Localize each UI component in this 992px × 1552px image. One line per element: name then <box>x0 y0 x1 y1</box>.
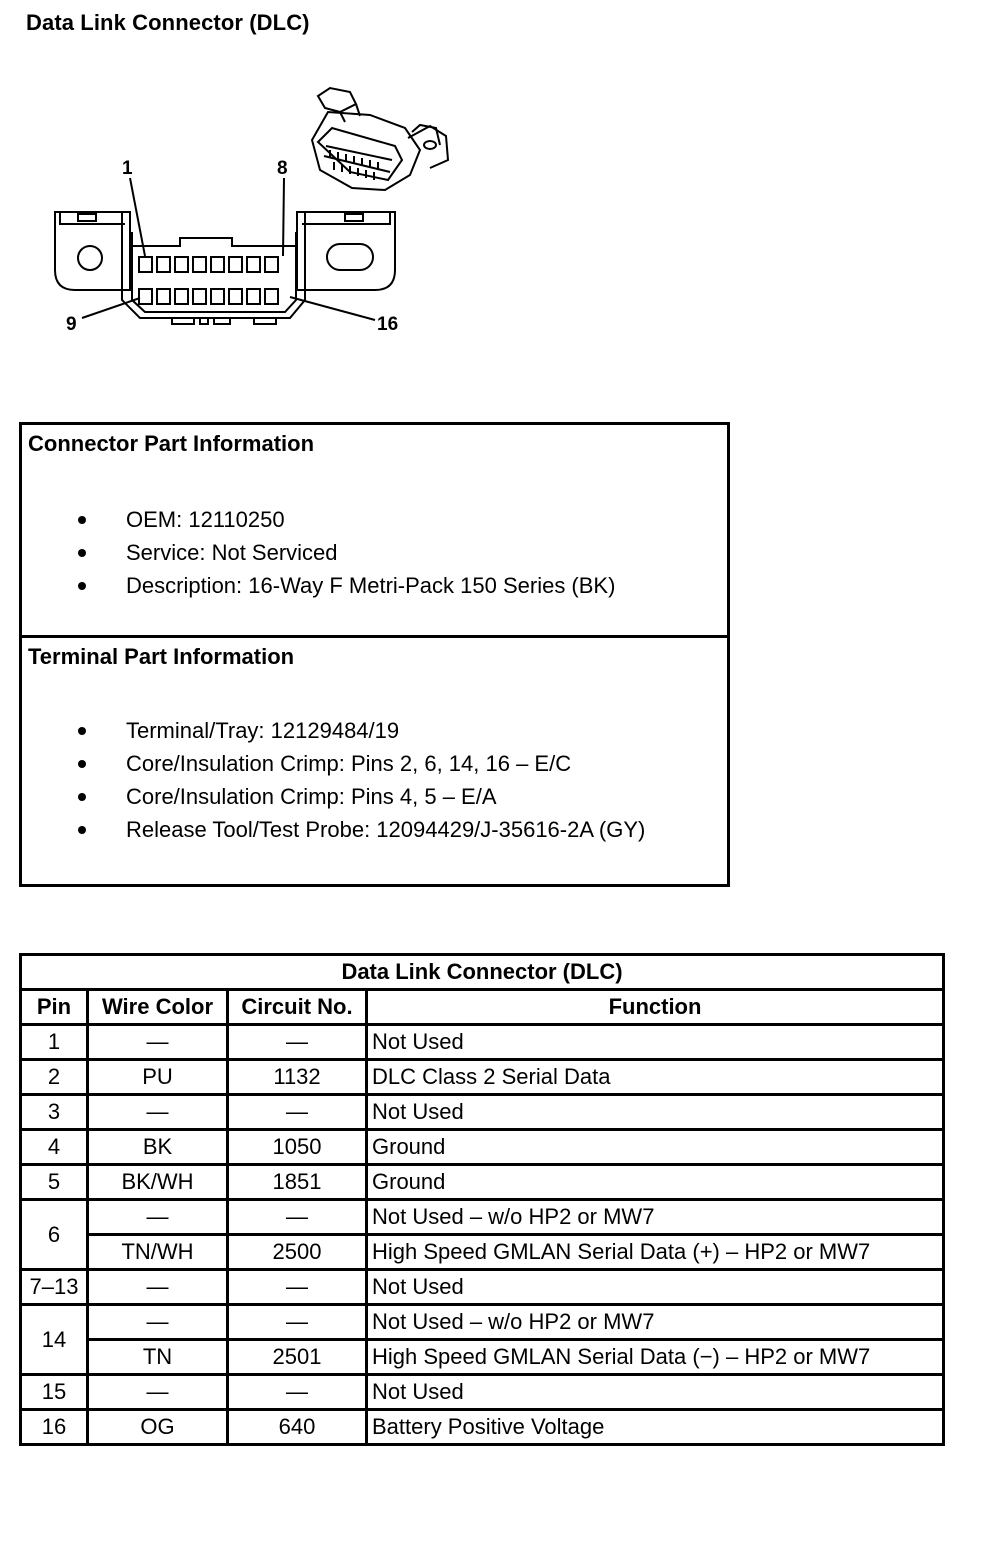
cell-wire-color: OG <box>88 1410 228 1445</box>
page-title: Data Link Connector (DLC) <box>26 10 310 35</box>
list-item-text: Service: Not Serviced <box>126 540 338 565</box>
cell-wire-color: — <box>88 1025 228 1060</box>
list-item-text: Core/Insulation Crimp: Pins 4, 5 – E/A <box>126 784 497 809</box>
table-row <box>21 1305 944 1340</box>
cell-wire-color: TN/WH <box>88 1235 228 1270</box>
cell-function: Not Used <box>367 1270 944 1305</box>
cell-pin: 15 <box>21 1375 88 1410</box>
terminal-part-info-section <box>22 638 727 884</box>
pin-function-table <box>19 953 945 1446</box>
cell-circuit-no: — <box>228 1375 367 1410</box>
cell-pin: 6 <box>21 1200 88 1270</box>
cell-wire-color: BK/WH <box>88 1165 228 1200</box>
bullet-icon <box>78 549 86 557</box>
cell-wire-color: — <box>88 1375 228 1410</box>
cell-wire-color: BK <box>88 1130 228 1165</box>
pin-label-9: 9 <box>66 314 77 335</box>
pin-label-8: 8 <box>277 158 288 179</box>
table-row <box>21 1340 944 1375</box>
header-function: Function <box>367 990 944 1025</box>
cell-circuit-no: — <box>228 1095 367 1130</box>
cell-function: Ground <box>367 1165 944 1200</box>
connector-front-view <box>55 178 395 324</box>
cell-pin: 16 <box>21 1410 88 1445</box>
cell-function: High Speed GMLAN Serial Data (−) – HP2 or MW7 <box>367 1340 944 1375</box>
list-item-text: OEM: 12110250 <box>126 507 285 532</box>
list-item <box>22 813 727 846</box>
table-row <box>21 1410 944 1445</box>
table-caption: Data Link Connector (DLC) <box>21 955 944 990</box>
cell-wire-color: — <box>88 1095 228 1130</box>
bullet-icon <box>78 582 86 590</box>
cell-pin: 1 <box>21 1025 88 1060</box>
table-row <box>21 1165 944 1200</box>
cell-circuit-no: 2500 <box>228 1235 367 1270</box>
cell-circuit-no: 2501 <box>228 1340 367 1375</box>
header-wire-color: Wire Color <box>88 990 228 1025</box>
table-row <box>21 1270 944 1305</box>
cell-pin: 14 <box>21 1305 88 1375</box>
connector-part-info-section <box>22 425 727 638</box>
cell-wire-color: — <box>88 1200 228 1235</box>
cell-wire-color: PU <box>88 1060 228 1095</box>
cell-circuit-no: — <box>228 1025 367 1060</box>
cell-function: Not Used – w/o HP2 or MW7 <box>367 1305 944 1340</box>
table-row <box>21 1235 944 1270</box>
connector-part-info-list <box>22 503 727 602</box>
part-information-box <box>19 422 730 887</box>
pin-label-16: 16 <box>377 314 399 335</box>
cell-circuit-no: — <box>228 1270 367 1305</box>
cell-wire-color: — <box>88 1270 228 1305</box>
cell-circuit-no: 1050 <box>228 1130 367 1165</box>
cell-circuit-no: — <box>228 1305 367 1340</box>
list-item <box>22 569 727 602</box>
list-item-text: Core/Insulation Crimp: Pins 2, 6, 14, 16 – E/C <box>126 751 572 776</box>
cell-circuit-no: — <box>228 1200 367 1235</box>
connector-isometric-sketch <box>312 88 448 190</box>
table-row <box>21 1130 944 1165</box>
bullet-icon <box>78 793 86 801</box>
connector-drawing <box>0 0 992 400</box>
cell-function: Not Used <box>367 1375 944 1410</box>
cell-circuit-no: 640 <box>228 1410 367 1445</box>
list-item <box>22 780 727 813</box>
cell-function: Not Used <box>367 1095 944 1130</box>
cell-function: Not Used <box>367 1025 944 1060</box>
list-item <box>22 503 727 536</box>
cell-wire-color: — <box>88 1305 228 1340</box>
list-item-text: Terminal/Tray: 12129484/19 <box>126 718 400 743</box>
list-item-text: Description: 16-Way F Metri-Pack 150 Series (BK) <box>126 573 616 598</box>
list-item <box>22 536 727 569</box>
connector-part-info-title: Connector Part Information <box>28 431 315 456</box>
connector-diagram <box>0 0 992 400</box>
cell-function: Ground <box>367 1130 944 1165</box>
cell-function: High Speed GMLAN Serial Data (+) – HP2 or MW7 <box>367 1235 944 1270</box>
cell-pin: 7–13 <box>21 1270 88 1305</box>
header-circuit-no: Circuit No. <box>228 990 367 1025</box>
list-item <box>22 747 727 780</box>
cell-wire-color: TN <box>88 1340 228 1375</box>
cell-circuit-no: 1132 <box>228 1060 367 1095</box>
bullet-icon <box>78 516 86 524</box>
bullet-icon <box>78 760 86 768</box>
bullet-icon <box>78 727 86 735</box>
list-item-text: Release Tool/Test Probe: 12094429/J-35616-2A (GY) <box>126 817 646 842</box>
table-row <box>21 1025 944 1060</box>
cell-circuit-no: 1851 <box>228 1165 367 1200</box>
table-row <box>21 1060 944 1095</box>
table-row <box>21 1095 944 1130</box>
terminal-part-info-list <box>22 714 727 846</box>
cell-function: Battery Positive Voltage <box>367 1410 944 1445</box>
cell-pin: 5 <box>21 1165 88 1200</box>
cell-function: DLC Class 2 Serial Data <box>367 1060 944 1095</box>
table-row <box>21 1200 944 1235</box>
bullet-icon <box>78 826 86 834</box>
cell-pin: 3 <box>21 1095 88 1130</box>
pin-label-1: 1 <box>122 158 133 179</box>
cell-pin: 4 <box>21 1130 88 1165</box>
list-item <box>22 714 727 747</box>
terminal-part-info-title: Terminal Part Information <box>28 644 295 669</box>
header-pin: Pin <box>21 990 88 1025</box>
cell-function: Not Used – w/o HP2 or MW7 <box>367 1200 944 1235</box>
table-row <box>21 1375 944 1410</box>
cell-pin: 2 <box>21 1060 88 1095</box>
table-header-row <box>21 990 944 1025</box>
table-caption-row <box>21 955 944 990</box>
